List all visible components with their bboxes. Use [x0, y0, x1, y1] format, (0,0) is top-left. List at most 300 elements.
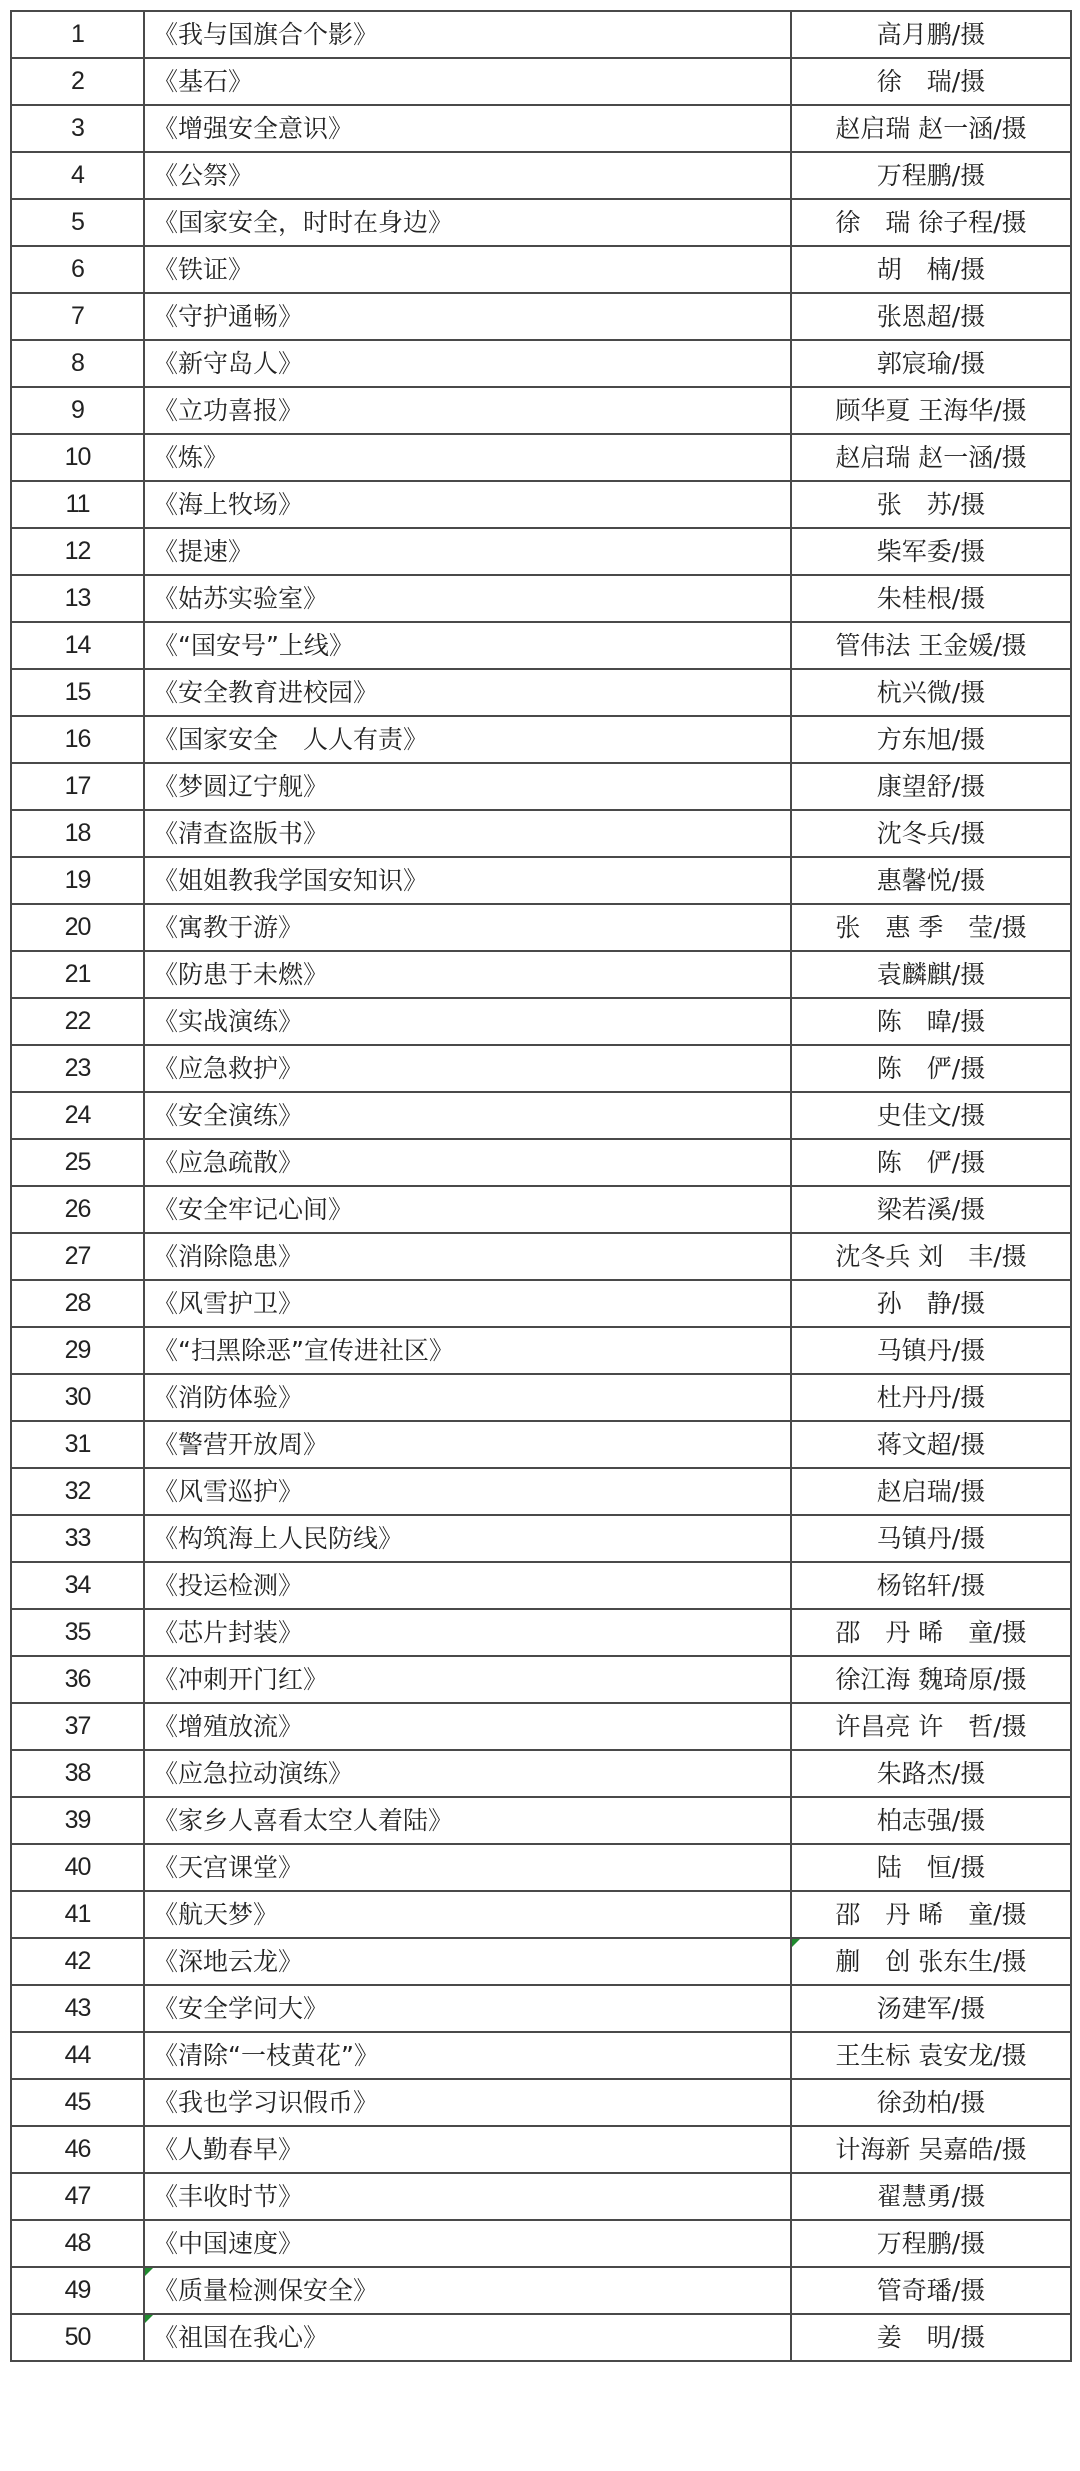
photographer-text: 杭兴微/摄 — [876, 678, 986, 707]
photographer-text: 沈冬兵 刘 丰/摄 — [835, 1242, 1027, 1271]
entry-number-cell: 39 — [11, 1797, 144, 1844]
photo-title-cell — [144, 1703, 791, 1750]
photographer-cell — [791, 2173, 1071, 2220]
photographer-cell — [791, 2079, 1071, 2126]
photographer-cell — [791, 857, 1071, 904]
entry-number-cell: 3 — [11, 105, 144, 152]
photographer-cell — [791, 11, 1071, 58]
entry-number-cell: 5 — [11, 199, 144, 246]
photo-title-text: 《实战演练》 — [153, 1007, 304, 1036]
photographer-text: 计海新 吴嘉皓/摄 — [835, 2135, 1027, 2164]
photographer-text: 蒯 创 张东生/摄 — [835, 1947, 1027, 1976]
entry-number-cell: 30 — [11, 1374, 144, 1421]
photographer-text: 许昌亮 许 哲/摄 — [835, 1712, 1027, 1741]
entry-number-cell: 14 — [11, 622, 144, 669]
photographer-cell — [791, 1280, 1071, 1327]
entry-number-cell: 50 — [11, 2314, 144, 2361]
photographer-text: 柴军委/摄 — [876, 537, 986, 566]
photographer-text: 陈 俨/摄 — [876, 1054, 986, 1083]
photo-title-cell — [144, 1186, 791, 1233]
entry-number-cell: 18 — [11, 810, 144, 857]
photographer-cell — [791, 434, 1071, 481]
table-row — [11, 810, 1071, 857]
entry-number-cell: 6 — [11, 246, 144, 293]
table-row — [11, 1797, 1071, 1844]
photo-title-text: 《安全学问大》 — [153, 1994, 329, 2023]
cell-indicator-icon — [145, 2268, 153, 2276]
photo-title-text: 《姐姐教我学国安知识》 — [153, 866, 429, 895]
entry-number-cell: 38 — [11, 1750, 144, 1797]
photographer-text: 梁若溪/摄 — [876, 1195, 986, 1224]
table-row — [11, 434, 1071, 481]
table-row — [11, 857, 1071, 904]
photo-title-cell — [144, 2126, 791, 2173]
photo-title-cell — [144, 11, 791, 58]
photo-title-cell — [144, 2314, 791, 2361]
table-row — [11, 152, 1071, 199]
table-row — [11, 293, 1071, 340]
table-row — [11, 669, 1071, 716]
photo-title-text: 《应急救护》 — [153, 1054, 304, 1083]
entry-number-cell: 41 — [11, 1891, 144, 1938]
photo-title-cell — [144, 434, 791, 481]
photo-title-cell — [144, 998, 791, 1045]
photographer-text: 赵启瑞 赵一涵/摄 — [835, 114, 1027, 143]
entry-number-cell: 22 — [11, 998, 144, 1045]
photo-title-text: 《天宫课堂》 — [153, 1853, 304, 1882]
photographer-text: 张 苏/摄 — [876, 490, 986, 519]
table-row — [11, 1750, 1071, 1797]
photo-title-cell — [144, 2220, 791, 2267]
table-row — [11, 716, 1071, 763]
entry-number-cell: 31 — [11, 1421, 144, 1468]
cell-indicator-icon — [145, 2315, 153, 2323]
table-row — [11, 575, 1071, 622]
photo-title-text: 《消除隐患》 — [153, 1242, 304, 1271]
table-row — [11, 1421, 1071, 1468]
photo-title-text: 《冲刺开门红》 — [153, 1665, 329, 1694]
photographer-text: 姜 明/摄 — [876, 2323, 986, 2352]
entry-number-cell: 28 — [11, 1280, 144, 1327]
photo-title-cell — [144, 904, 791, 951]
table-row — [11, 1515, 1071, 1562]
photo-title-text: 《航天梦》 — [153, 1900, 279, 1929]
table-row — [11, 1468, 1071, 1515]
photographer-text: 汤建军/摄 — [876, 1994, 986, 2023]
photographer-cell — [791, 152, 1071, 199]
photo-title-cell — [144, 1985, 791, 2032]
photographer-text: 顾华夏 王海华/摄 — [835, 396, 1027, 425]
entry-number-cell: 7 — [11, 293, 144, 340]
photographer-text: 沈冬兵/摄 — [876, 819, 986, 848]
photo-title-cell — [144, 1139, 791, 1186]
photo-title-text: 《丰收时节》 — [153, 2182, 304, 2211]
photographer-text: 朱桂根/摄 — [876, 584, 986, 613]
photographer-cell — [791, 1515, 1071, 1562]
photo-title-text: 《应急拉动演练》 — [153, 1759, 354, 1788]
table-row — [11, 2032, 1071, 2079]
entry-number-cell: 9 — [11, 387, 144, 434]
table-row — [11, 1139, 1071, 1186]
table-row — [11, 1938, 1071, 1985]
table-row — [11, 2126, 1071, 2173]
photo-title-cell — [144, 481, 791, 528]
photo-title-text: 《国家安全，时时在身边》 — [153, 208, 454, 237]
photo-title-cell — [144, 1844, 791, 1891]
entry-number-cell: 47 — [11, 2173, 144, 2220]
photo-title-cell — [144, 199, 791, 246]
photographer-text: 邵 丹 晞 童/摄 — [835, 1618, 1027, 1647]
photo-title-cell — [144, 1797, 791, 1844]
table-row — [11, 1186, 1071, 1233]
photographer-text: 张 惠 季 莹/摄 — [835, 913, 1027, 942]
photo-title-cell — [144, 58, 791, 105]
photo-title-text: 《人勤春早》 — [153, 2135, 304, 2164]
photographer-cell — [791, 2267, 1071, 2314]
photographer-cell — [791, 1938, 1071, 1985]
entry-number-cell: 23 — [11, 1045, 144, 1092]
table-row — [11, 1703, 1071, 1750]
table-row — [11, 481, 1071, 528]
photo-title-cell — [144, 1092, 791, 1139]
entry-number-cell: 42 — [11, 1938, 144, 1985]
table-row — [11, 1327, 1071, 1374]
table-row — [11, 1280, 1071, 1327]
table-body — [11, 11, 1071, 2361]
photographer-text: 杨铭轩/摄 — [876, 1571, 986, 1600]
photographer-text: 方东旭/摄 — [876, 725, 986, 754]
photo-title-text: 《质量检测保安全》 — [153, 2276, 379, 2305]
photo-title-text: 《公祭》 — [153, 161, 254, 190]
photo-title-cell — [144, 2032, 791, 2079]
table-row — [11, 1233, 1071, 1280]
table-row — [11, 1045, 1071, 1092]
photo-title-text: 《家乡人喜看太空人着陆》 — [153, 1806, 454, 1835]
entry-number-cell: 40 — [11, 1844, 144, 1891]
table-row — [11, 246, 1071, 293]
photographer-cell — [791, 1045, 1071, 1092]
photographer-text: 孙 静/摄 — [876, 1289, 986, 1318]
photo-title-cell — [144, 1374, 791, 1421]
photographer-text: 史佳文/摄 — [876, 1101, 986, 1130]
photographer-cell — [791, 716, 1071, 763]
photographer-cell — [791, 622, 1071, 669]
photographer-text: 万程鹏/摄 — [876, 2229, 986, 2258]
photographer-text: 马镇丹/摄 — [876, 1524, 986, 1553]
entry-number-cell: 37 — [11, 1703, 144, 1750]
photo-title-cell — [144, 2267, 791, 2314]
photographer-cell — [791, 1750, 1071, 1797]
entry-number-cell: 15 — [11, 669, 144, 716]
entry-number-cell: 12 — [11, 528, 144, 575]
photo-title-cell — [144, 1280, 791, 1327]
photographer-cell — [791, 951, 1071, 998]
photographer-text: 陆 恒/摄 — [876, 1853, 986, 1882]
entry-number-cell: 35 — [11, 1609, 144, 1656]
photo-title-cell — [144, 1938, 791, 1985]
photographer-text: 蒋文超/摄 — [876, 1430, 986, 1459]
table-row — [11, 58, 1071, 105]
photo-title-cell — [144, 1045, 791, 1092]
photographer-cell — [791, 904, 1071, 951]
photo-title-cell — [144, 810, 791, 857]
table-row — [11, 199, 1071, 246]
award-list-table — [10, 10, 1072, 2362]
entry-number-cell: 45 — [11, 2079, 144, 2126]
table-row — [11, 11, 1071, 58]
entry-number-cell: 33 — [11, 1515, 144, 1562]
photo-title-text: 《消防体验》 — [153, 1383, 304, 1412]
table-row — [11, 2267, 1071, 2314]
photo-title-cell — [144, 528, 791, 575]
photographer-cell — [791, 763, 1071, 810]
table-row — [11, 2173, 1071, 2220]
entry-number-cell: 27 — [11, 1233, 144, 1280]
photographer-text: 袁麟麒/摄 — [876, 960, 986, 989]
photographer-text: 朱路杰/摄 — [876, 1759, 986, 1788]
photographer-cell — [791, 1609, 1071, 1656]
entry-number-cell: 19 — [11, 857, 144, 904]
photo-title-cell — [144, 2173, 791, 2220]
photo-title-cell — [144, 622, 791, 669]
photographer-text: 陈 俨/摄 — [876, 1148, 986, 1177]
photo-title-cell — [144, 1421, 791, 1468]
table-row — [11, 528, 1071, 575]
photographer-text: 翟慧勇/摄 — [876, 2182, 986, 2211]
photographer-text: 陈 暐/摄 — [876, 1007, 986, 1036]
photographer-cell — [791, 2314, 1071, 2361]
photographer-cell — [791, 1139, 1071, 1186]
photographer-text: 杜丹丹/摄 — [876, 1383, 986, 1412]
table-row — [11, 622, 1071, 669]
entry-number-cell: 46 — [11, 2126, 144, 2173]
table-row — [11, 998, 1071, 1045]
entry-number-cell: 1 — [11, 11, 144, 58]
entry-number-cell: 36 — [11, 1656, 144, 1703]
photo-title-text: 《守护通畅》 — [153, 302, 304, 331]
photo-title-cell — [144, 246, 791, 293]
photo-title-cell — [144, 1327, 791, 1374]
photo-title-cell — [144, 716, 791, 763]
photographer-text: 徐 瑞 徐子程/摄 — [835, 208, 1027, 237]
photo-title-cell — [144, 1609, 791, 1656]
table-row — [11, 2220, 1071, 2267]
photographer-text: 张恩超/摄 — [876, 302, 986, 331]
photographer-cell — [791, 1186, 1071, 1233]
photographer-cell — [791, 340, 1071, 387]
table-row — [11, 1985, 1071, 2032]
photo-title-cell — [144, 1468, 791, 1515]
entry-number-cell: 25 — [11, 1139, 144, 1186]
photographer-cell — [791, 1703, 1071, 1750]
entry-number-cell: 11 — [11, 481, 144, 528]
table-row — [11, 1891, 1071, 1938]
photo-title-text: 《安全演练》 — [153, 1101, 304, 1130]
photo-title-text: 《梦圆辽宁舰》 — [153, 772, 329, 801]
photo-title-text: 《安全教育进校园》 — [153, 678, 379, 707]
photo-title-cell — [144, 1750, 791, 1797]
photographer-cell — [791, 2032, 1071, 2079]
table-row — [11, 387, 1071, 434]
photo-title-cell — [144, 763, 791, 810]
photographer-text: 郭宸瑜/摄 — [876, 349, 986, 378]
photo-title-text: 《立功喜报》 — [153, 396, 304, 425]
entry-number-cell: 21 — [11, 951, 144, 998]
photo-title-text: 《风雪巡护》 — [153, 1477, 304, 1506]
photographer-cell — [791, 105, 1071, 152]
photo-title-cell — [144, 669, 791, 716]
entry-number-cell: 44 — [11, 2032, 144, 2079]
photo-title-text: 《中国速度》 — [153, 2229, 304, 2258]
photo-title-text: 《“国安号”上线》 — [153, 631, 354, 660]
entry-number-cell: 4 — [11, 152, 144, 199]
photographer-text: 邵 丹 晞 童/摄 — [835, 1900, 1027, 1929]
photographer-cell — [791, 1656, 1071, 1703]
cell-indicator-icon — [792, 1939, 800, 1947]
photographer-cell — [791, 1421, 1071, 1468]
photographer-text: 康望舒/摄 — [876, 772, 986, 801]
photographer-text: 胡 楠/摄 — [876, 255, 986, 284]
photo-title-cell — [144, 387, 791, 434]
photo-title-text: 《应急疏散》 — [153, 1148, 304, 1177]
photographer-text: 徐劲柏/摄 — [876, 2088, 986, 2117]
photographer-cell — [791, 810, 1071, 857]
photo-title-text: 《“扫黑除恶”宣传进社区》 — [153, 1336, 454, 1365]
entry-number-cell: 2 — [11, 58, 144, 105]
photo-title-text: 《安全牢记心间》 — [153, 1195, 354, 1224]
photo-title-cell — [144, 1562, 791, 1609]
photo-title-text: 《祖国在我心》 — [153, 2323, 329, 2352]
photographer-cell — [791, 58, 1071, 105]
table-row — [11, 340, 1071, 387]
table-row — [11, 1656, 1071, 1703]
photo-title-text: 《铁证》 — [153, 255, 254, 284]
photographer-cell — [791, 575, 1071, 622]
award-list-sheet — [10, 10, 1070, 2362]
photo-title-text: 《提速》 — [153, 537, 254, 566]
photographer-cell — [791, 481, 1071, 528]
photographer-cell — [791, 528, 1071, 575]
photographer-text: 徐江海 魏琦原/摄 — [835, 1665, 1027, 1694]
entry-number-cell: 24 — [11, 1092, 144, 1139]
photographer-text: 管奇璠/摄 — [876, 2276, 986, 2305]
photographer-text: 惠馨悦/摄 — [876, 866, 986, 895]
table-row — [11, 105, 1071, 152]
photo-title-text: 《警营开放周》 — [153, 1430, 329, 1459]
photographer-cell — [791, 246, 1071, 293]
entry-number-cell: 13 — [11, 575, 144, 622]
entry-number-cell: 49 — [11, 2267, 144, 2314]
photo-title-cell — [144, 152, 791, 199]
photographer-cell — [791, 1374, 1071, 1421]
photographer-cell — [791, 998, 1071, 1045]
photo-title-text: 《新守岛人》 — [153, 349, 304, 378]
photo-title-text: 《构筑海上人民防线》 — [153, 1524, 404, 1553]
photographer-cell — [791, 293, 1071, 340]
table-row — [11, 2314, 1071, 2361]
photo-title-cell — [144, 857, 791, 904]
photographer-text: 马镇丹/摄 — [876, 1336, 986, 1365]
photo-title-text: 《姑苏实验室》 — [153, 584, 329, 613]
photo-title-cell — [144, 2079, 791, 2126]
photo-title-cell — [144, 575, 791, 622]
photo-title-text: 《海上牧场》 — [153, 490, 304, 519]
photographer-cell — [791, 199, 1071, 246]
photographer-text: 高月鹏/摄 — [876, 20, 986, 49]
entry-number-cell: 32 — [11, 1468, 144, 1515]
photographer-cell — [791, 2220, 1071, 2267]
photographer-cell — [791, 2126, 1071, 2173]
photo-title-text: 《国家安全 人人有责》 — [153, 725, 429, 754]
table-row — [11, 1374, 1071, 1421]
photographer-cell — [791, 1092, 1071, 1139]
photographer-cell — [791, 1327, 1071, 1374]
photographer-cell — [791, 1844, 1071, 1891]
photographer-cell — [791, 1468, 1071, 1515]
entry-number-cell: 48 — [11, 2220, 144, 2267]
photographer-text: 王生标 袁安龙/摄 — [835, 2041, 1027, 2070]
table-row — [11, 951, 1071, 998]
photo-title-text: 《基石》 — [153, 67, 254, 96]
photographer-text: 赵启瑞/摄 — [876, 1477, 986, 1506]
table-row — [11, 1562, 1071, 1609]
photographer-cell — [791, 387, 1071, 434]
entry-number-cell: 16 — [11, 716, 144, 763]
entry-number-cell: 8 — [11, 340, 144, 387]
photo-title-text: 《深地云龙》 — [153, 1947, 304, 1976]
photo-title-text: 《风雪护卫》 — [153, 1289, 304, 1318]
photo-title-cell — [144, 293, 791, 340]
photo-title-cell — [144, 1656, 791, 1703]
photographer-cell — [791, 1233, 1071, 1280]
photo-title-text: 《投运检测》 — [153, 1571, 304, 1600]
table-row — [11, 2079, 1071, 2126]
entry-number-cell: 34 — [11, 1562, 144, 1609]
photo-title-text: 《增殖放流》 — [153, 1712, 304, 1741]
table-row — [11, 1844, 1071, 1891]
photo-title-text: 《芯片封装》 — [153, 1618, 304, 1647]
photographer-text: 赵启瑞 赵一涵/摄 — [835, 443, 1027, 472]
entry-number-cell: 10 — [11, 434, 144, 481]
photographer-text: 管伟法 王金媛/摄 — [835, 631, 1027, 660]
photographer-cell — [791, 1797, 1071, 1844]
photo-title-cell — [144, 1515, 791, 1562]
entry-number-cell: 26 — [11, 1186, 144, 1233]
photo-title-cell — [144, 340, 791, 387]
photographer-cell — [791, 669, 1071, 716]
table-row — [11, 1092, 1071, 1139]
photo-title-text: 《防患于未燃》 — [153, 960, 329, 989]
photo-title-cell — [144, 105, 791, 152]
photo-title-text: 《炼》 — [153, 443, 229, 472]
photographer-cell — [791, 1562, 1071, 1609]
entry-number-cell: 20 — [11, 904, 144, 951]
table-row — [11, 904, 1071, 951]
photo-title-text: 《我也学习识假币》 — [153, 2088, 379, 2117]
entry-number-cell: 17 — [11, 763, 144, 810]
photographer-cell — [791, 1985, 1071, 2032]
photo-title-text: 《我与国旗合个影》 — [153, 20, 379, 49]
table-row — [11, 1609, 1071, 1656]
photo-title-cell — [144, 1891, 791, 1938]
entry-number-cell: 43 — [11, 1985, 144, 2032]
photo-title-cell — [144, 951, 791, 998]
photo-title-text: 《寓教于游》 — [153, 913, 304, 942]
photographer-cell — [791, 1891, 1071, 1938]
photo-title-cell — [144, 1233, 791, 1280]
table-row — [11, 763, 1071, 810]
entry-number-cell: 29 — [11, 1327, 144, 1374]
